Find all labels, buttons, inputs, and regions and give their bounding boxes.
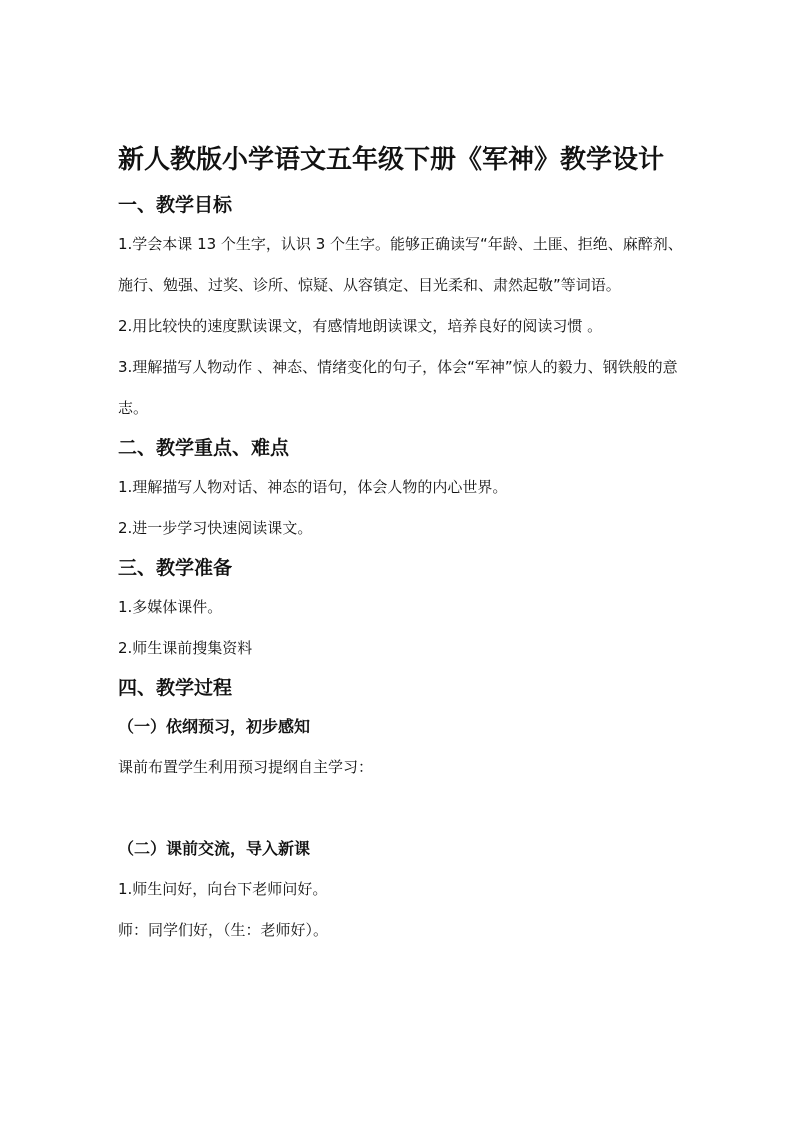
key-point-paragraph-2: 2.进一步学习快速阅读课文。 <box>118 519 313 537</box>
document-title: 新人教版小学语文五年级下册《军神》教学设计 <box>118 145 665 175</box>
section-heading-objectives: 一、教学目标 <box>118 194 233 216</box>
preview-paragraph: 课前布置学生利用预习提纲自主学习： <box>118 758 374 776</box>
subsection-heading-introduction: （二）课前交流，导入新课 <box>118 839 311 858</box>
subsection-heading-preview: （一）依纲预习，初步感知 <box>118 717 311 736</box>
section-heading-key-points: 二、教学重点、难点 <box>118 437 290 459</box>
document-body <box>118 138 684 951</box>
preparation-paragraph-1: 1.多媒体课件。 <box>118 598 223 616</box>
section-heading-process: 四、教学过程 <box>118 677 233 699</box>
objective-paragraph-1: 1.学会本课 13 个生字，认识 3 个生字。能够正确读写“年龄、土匪、拒绝、麻醉剂、施行、勉强、过奖、诊所、惊疑、从容镇定、目光柔和、肃然起敬”等词语。 <box>118 235 683 294</box>
preparation-paragraph-2: 2.师生课前搜集资料 <box>118 639 253 657</box>
blank-line <box>118 788 684 829</box>
introduction-paragraph-1: 1.师生问好，向台下老师问好。 <box>118 880 328 898</box>
introduction-paragraph-2: 师：同学们好，（生：老师好）。 <box>118 921 329 939</box>
objective-paragraph-3: 3.理解描写人物动作 、神态、情绪变化的句子，体会“军神”惊人的毅力、钢铁般的意志。 <box>118 358 678 417</box>
objective-paragraph-2: 2.用比较快的速度默读课文，有感情地朗读课文，培养良好的阅读习惯 。 <box>118 317 603 335</box>
section-heading-preparation: 三、教学准备 <box>118 557 233 579</box>
key-point-paragraph-1: 1.理解描写人物对话、神态的语句，体会人物的内心世界。 <box>118 478 508 496</box>
